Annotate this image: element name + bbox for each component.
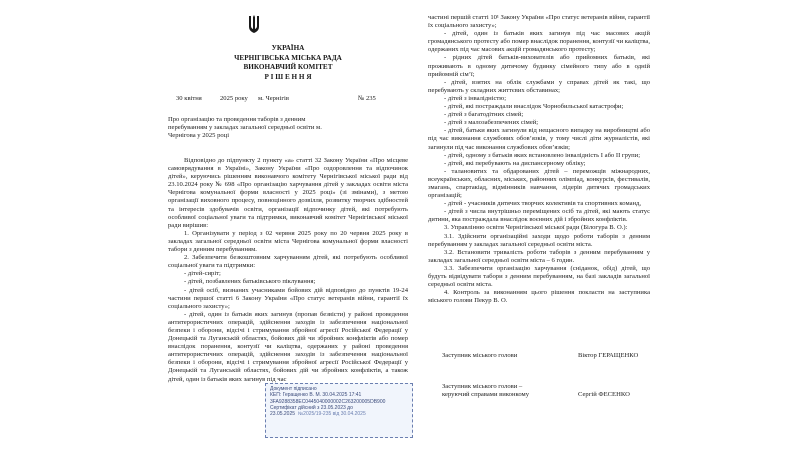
paragraph: 2. Забезпечити безкоштовним харчуванням дітей, які потребують особливої соціальної уваги та підтримки: (168, 254, 408, 270)
council-name: ЧЕРНІГІВСЬКА МІСЬКА РАДА (234, 53, 342, 62)
stamp-expiry: 23.05.2025 (270, 411, 296, 418)
deputy-title: Заступник міського голови (442, 352, 518, 359)
paragraph: Відповідно до підпункту 2 пункту «а» статті 32 Закону України «Про місцеве самоврядування в Україні», Закону України «Про оздоровлення та відпочинок дітей», керуючись рішенням виконавчого комітету Чернігівської міської ради від 23.10.2024 року № 698 «Про організацію харчування дітей у закладах освіти міста Чернігова комунальної форми власності у 2025 році» (зі змінами), з метою організації виховного процесу, повноцінного дозвілля, розвитку творчих здібностей та інтересів здобувачів освіти, організації відпочинку дітей, які потребують особливої соціальної уваги та підтримки, виконавчий комітет Чернігівської міської ради вирішив: (168, 157, 408, 229)
paragraph: - дітей, одному з батьків яких встановлено інвалідність I або II групи; (444, 151, 641, 159)
document-subject: Про організацію та проведення таборів з денним перебуванням у закладах загальної середньої освіти м. Чернігова у 2025 році (168, 116, 322, 140)
document-type: Р І Ш Е Н Н Я (264, 72, 312, 81)
paragraph: - дітей - учасників дитячих творчих колективів та спортивних команд, (444, 200, 642, 208)
document-city: м. Чернігів (258, 95, 289, 102)
paragraph: 1. Організувати у період з 02 червня 2025 року по 20 червня 2025 року в закладах загальної середньої освіти міста Чернігова комунальної форми власності табори з денним перебуванням. (168, 229, 408, 254)
document-header (168, 44, 408, 82)
stamp-line (270, 411, 408, 417)
document-number: № 235 (358, 95, 376, 102)
left-column-body (168, 157, 408, 384)
paragraph: - дітей з малозабезпечених сімей; (444, 119, 539, 127)
paragraph: - дітей, один із батьків яких загинув під час масових акцій громадянського протесту або помер внаслідок поранення, контузії чи каліцтва, одержаних під час масових акцій громадянського протесту; (428, 30, 650, 54)
paragraph: - дітей, взятих на облік службами у справах дітей як такі, що перебувають у складних життєвих обставинах; (428, 78, 650, 94)
digital-signature-stamp (265, 383, 413, 438)
paragraph: частині першій статті 10¹ Закону України «Про статус ветеранів війни, гарантії їх соціального захисту»; (428, 14, 650, 30)
paragraph: - дітей, один із батьків яких загинув (пропав безвісти) у районі проведення антитерористичних операцій, здійснення заходів із забезпечення національної безпеки і оборони, відсічі і стримування збройної агресії Російської Федерації у Донецькій та Луганській областях, бойових дій чи збройних конфліктів або помер внаслідок поранення, контузії чи каліцтва, одержаних у районі проведення антитерористичних операцій, здійснення заходів із забезпечення національної безпеки і оборони, відсічі і стримування збройної агресії Російської Федерації у Донецькій та Луганській областях, бойових дій чи збройних конфліктів, а також дітей, один із батьків яких загинув під час (168, 310, 408, 383)
deputy-name: Віктор ГЕРАЩЕНКО (578, 352, 639, 359)
paragraph: - рідних дітей батьків-вихователів або прийомних батьків, які проживають в одному дитячому будинку сімейного типу або в одній прийомній сім’ї; (428, 54, 650, 78)
paragraph: - дітей-сиріт; (184, 270, 221, 278)
country-name: УКРАЇНА (271, 44, 305, 52)
paragraph: - дітей осіб, визнаних учасниками бойових дій відповідно до пунктів 19-24 частини першої статті 6 Закону України «Про статус ветеранів війни, гарантії їх соціального захисту»; (168, 286, 408, 310)
paragraph: - дітей, які постраждали внаслідок Чорнобильської катастрофи; (444, 103, 624, 111)
paragraph: 4. Контроль за виконанням цього рішення покласти на заступника міського голови Пекур В. О. (428, 289, 650, 305)
paragraph: - дітей, позбавлених батьківського піклування; (184, 278, 316, 286)
stamp-line: Сертифікат дійсний з 23.05.2023 до (270, 404, 353, 411)
stamp-registration: №2025/19-235 від 30.04.2025 (297, 411, 366, 418)
document-date: 30 квітня (176, 95, 202, 102)
paragraph: - талановитих та обдарованих дітей – переможців міжнародних, всеукраїнських, обласних, міських, районних олімпіад, конкурсів, фестивалів, змагань, спартакіад, відмінників навчання, лідерів дитячих громадських організацій; (428, 167, 650, 200)
stamp-line: 3FA9288358EC0445040000002C263200005DB900 (270, 398, 386, 405)
paragraph: 3.2. Встановити тривалість роботи таборів з денним перебуванням у закладах загальної середньої освіти міста – 6 годин. (428, 248, 650, 264)
committee-name: ВИКОНАВЧИЙ КОМІТЕТ (243, 63, 333, 72)
paragraph: - дітей, які перебувають на диспансерному обліку; (444, 159, 586, 167)
paragraph: 3.1. Здійснити організаційні заходи щодо роботи таборів з денним перебуванням у закладах загальної середньої освіти міста. (428, 232, 650, 248)
manager-title-line-1: Заступник міського голови – (442, 383, 523, 390)
paragraph: - дітей, батьки яких загинули від нещасного випадку на виробництві або під час виконання службових обов’язків, у тому числі діти журналістів, які загинули під час виконання службових обов’язків; (428, 127, 650, 151)
manager-title-line-2: керуючий справами виконкому (442, 391, 529, 398)
document-year: 2025 року (220, 95, 248, 102)
paragraph: - дітей з багатодітних сімей; (444, 111, 524, 119)
paragraph: - дітей з інвалідністю; (444, 94, 507, 102)
paragraph: - дітей з числа внутрішньо переміщених осіб та дітей, які мають статус дитини, яка постраждала внаслідок воєнних дій і збройних конфліктів. (428, 208, 650, 224)
paragraph: 3.3. Забезпечити організацію харчування (сніданок, обід) дітей, що будуть відвідувати табори з денним перебуванням, на базі закладів загальної середньої освіти міста. (428, 264, 650, 289)
stamp-line: Документ підписано (270, 386, 317, 392)
paragraph: 3. Управлінню освіти Чернігівської міської ради (Білогура В. О.): (444, 224, 628, 232)
manager-name: Сергій ФЕСЕНКО (578, 391, 630, 398)
trident-coat-of-arms-icon (248, 14, 260, 34)
stamp-line: КЕП: Геращенко В. М. 30.04.2025 17:41 (270, 392, 362, 399)
right-column-body (428, 14, 650, 305)
